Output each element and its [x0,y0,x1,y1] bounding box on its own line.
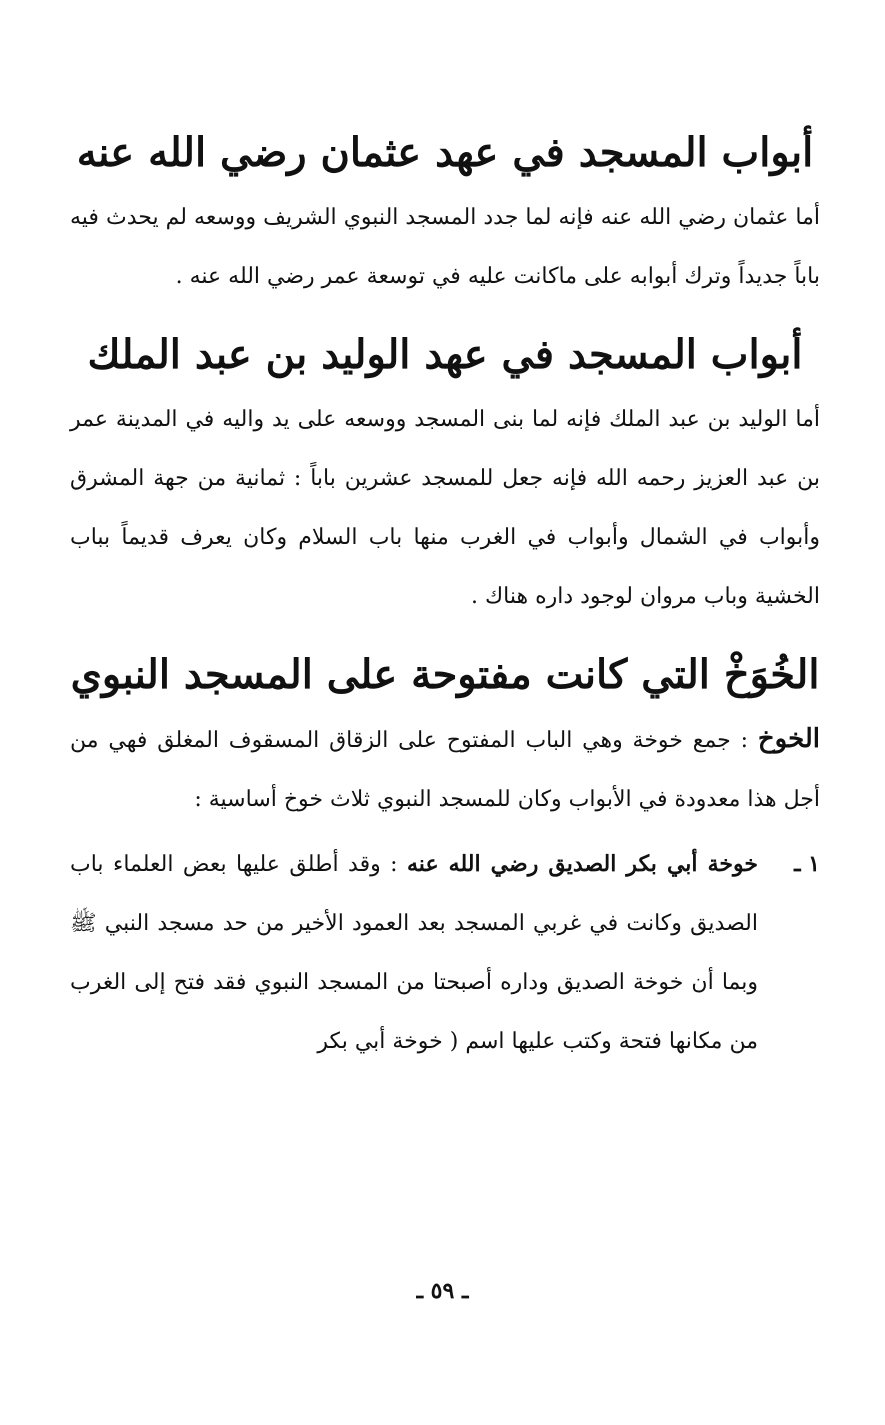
section-body-khukh-text: : جمع خوخة وهي الباب المفتوح على الزقاق المسقوف المغلق فهي من أجل هذا معدودة في الأبواب وكان للمسجد النبوي ثلاث خوخ أساسية : [70,728,820,812]
section-body-walid: أما الوليد بن عبد الملك فإنه لما بنى المسجد ووسعه على يد واليه في المدينة عمر بن عبد العزيز رحمه الله فإنه جعل للمسجد عشرين باباً : ثمانية من جهة المشرق وأبواب في الشمال وأبواب في الغرب منها باب السلام وكان يعرف قديماً بباب الخشية وباب مروان لوجود داره هناك . [70,407,820,609]
section-heading-khukh: الخُوَخْ التي كانت مفتوحة على المسجد النبوي [70,651,820,698]
section-heading-walid: أبواب المسجد في عهد الوليد بن عبد الملك [87,331,803,378]
page-content [70,118,820,1071]
list-item [70,835,820,1071]
list-item-head: خوخة أبي بكر الصديق رضي الله عنه [407,851,758,877]
list-item-text: : وقد أطلق عليها بعض العلماء باب الصديق وكانت في غربي المسجد بعد العمود الأخير من حد مسجد النبي ﷺ وبما أن خوخة الصديق وداره أصبحتا من المسجد النبوي فقد فتح إلى الغرب من مكانها فتحة وكتب عليها اسم ( خوخة أبي بكر [70,852,758,1054]
section-heading-uthman: أبواب المسجد في عهد عثمان رضي الله عنه [76,129,814,176]
page-number: ـ ٥٩ ـ [416,1278,469,1304]
list-item-number: ١ ـ [794,851,820,877]
list-item-body [70,835,758,1071]
section-body-khukh [70,710,820,829]
lead-term: الخوخ [757,724,821,754]
section-body-uthman: أما عثمان رضي الله عنه فإنه لما جدد المسجد النبوي الشريف ووسعه لم يحدث فيه باباً جديداً وترك أبوابه على ماكانت عليه في توسعة عمر رضي الله عنه . [70,205,820,289]
